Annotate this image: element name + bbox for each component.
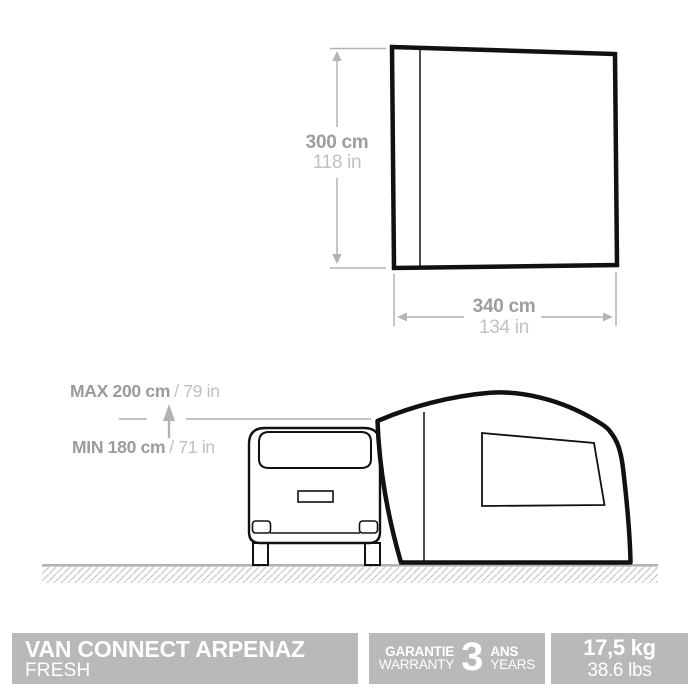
van-illustration — [249, 428, 380, 565]
min-height-imperial: / 71 in — [169, 437, 215, 457]
warranty-years-value: 3 — [461, 635, 484, 680]
floorplan-shape — [392, 47, 617, 268]
warranty-units — [490, 645, 535, 671]
ground — [42, 564, 658, 583]
weight-banner — [551, 633, 688, 684]
tent-window — [482, 433, 605, 506]
max-height-imperial: / 79 in — [174, 381, 220, 401]
warranty-labels — [379, 645, 454, 671]
van-rear-window — [259, 432, 371, 468]
warranty-unit-fr: ANS — [490, 644, 519, 660]
warranty-unit-en: YEARS — [490, 657, 536, 673]
max-height-metric: MAX 200 cm — [70, 381, 171, 401]
tent-illustration — [378, 392, 631, 562]
weight-metric: 17,5 kg — [583, 635, 656, 660]
min-height-label — [72, 439, 215, 457]
product-name: VAN CONNECT ARPENAZ — [25, 636, 305, 662]
width-imperial-label: 134 in — [479, 317, 529, 338]
product-name-banner — [12, 633, 358, 684]
warranty-label-fr: GARANTIE — [385, 644, 455, 660]
depth-imperial-label: 118 in — [312, 152, 362, 173]
depth-metric-label: 300 cm — [305, 132, 369, 153]
max-height-label — [70, 383, 220, 401]
van-license-plate — [298, 491, 333, 502]
min-height-metric: MIN 180 cm — [72, 437, 166, 457]
van-bumper-left — [253, 521, 271, 533]
up-arrow-icon — [163, 404, 175, 421]
van-wheel-right — [365, 543, 380, 565]
left-arrowhead-icon — [397, 313, 407, 322]
warranty-banner — [369, 633, 545, 684]
up-arrowhead-icon — [332, 51, 341, 61]
van-wheel-left — [253, 543, 268, 565]
down-arrowhead-icon — [332, 254, 341, 264]
weight-imperial: 38.6 lbs — [587, 660, 652, 681]
width-metric-label: 340 cm — [472, 296, 536, 317]
right-arrowhead-icon — [603, 313, 613, 322]
van-bumper-right — [360, 521, 378, 533]
warranty-label-en: WARRANTY — [378, 657, 455, 673]
product-variant: FRESH — [25, 660, 91, 681]
